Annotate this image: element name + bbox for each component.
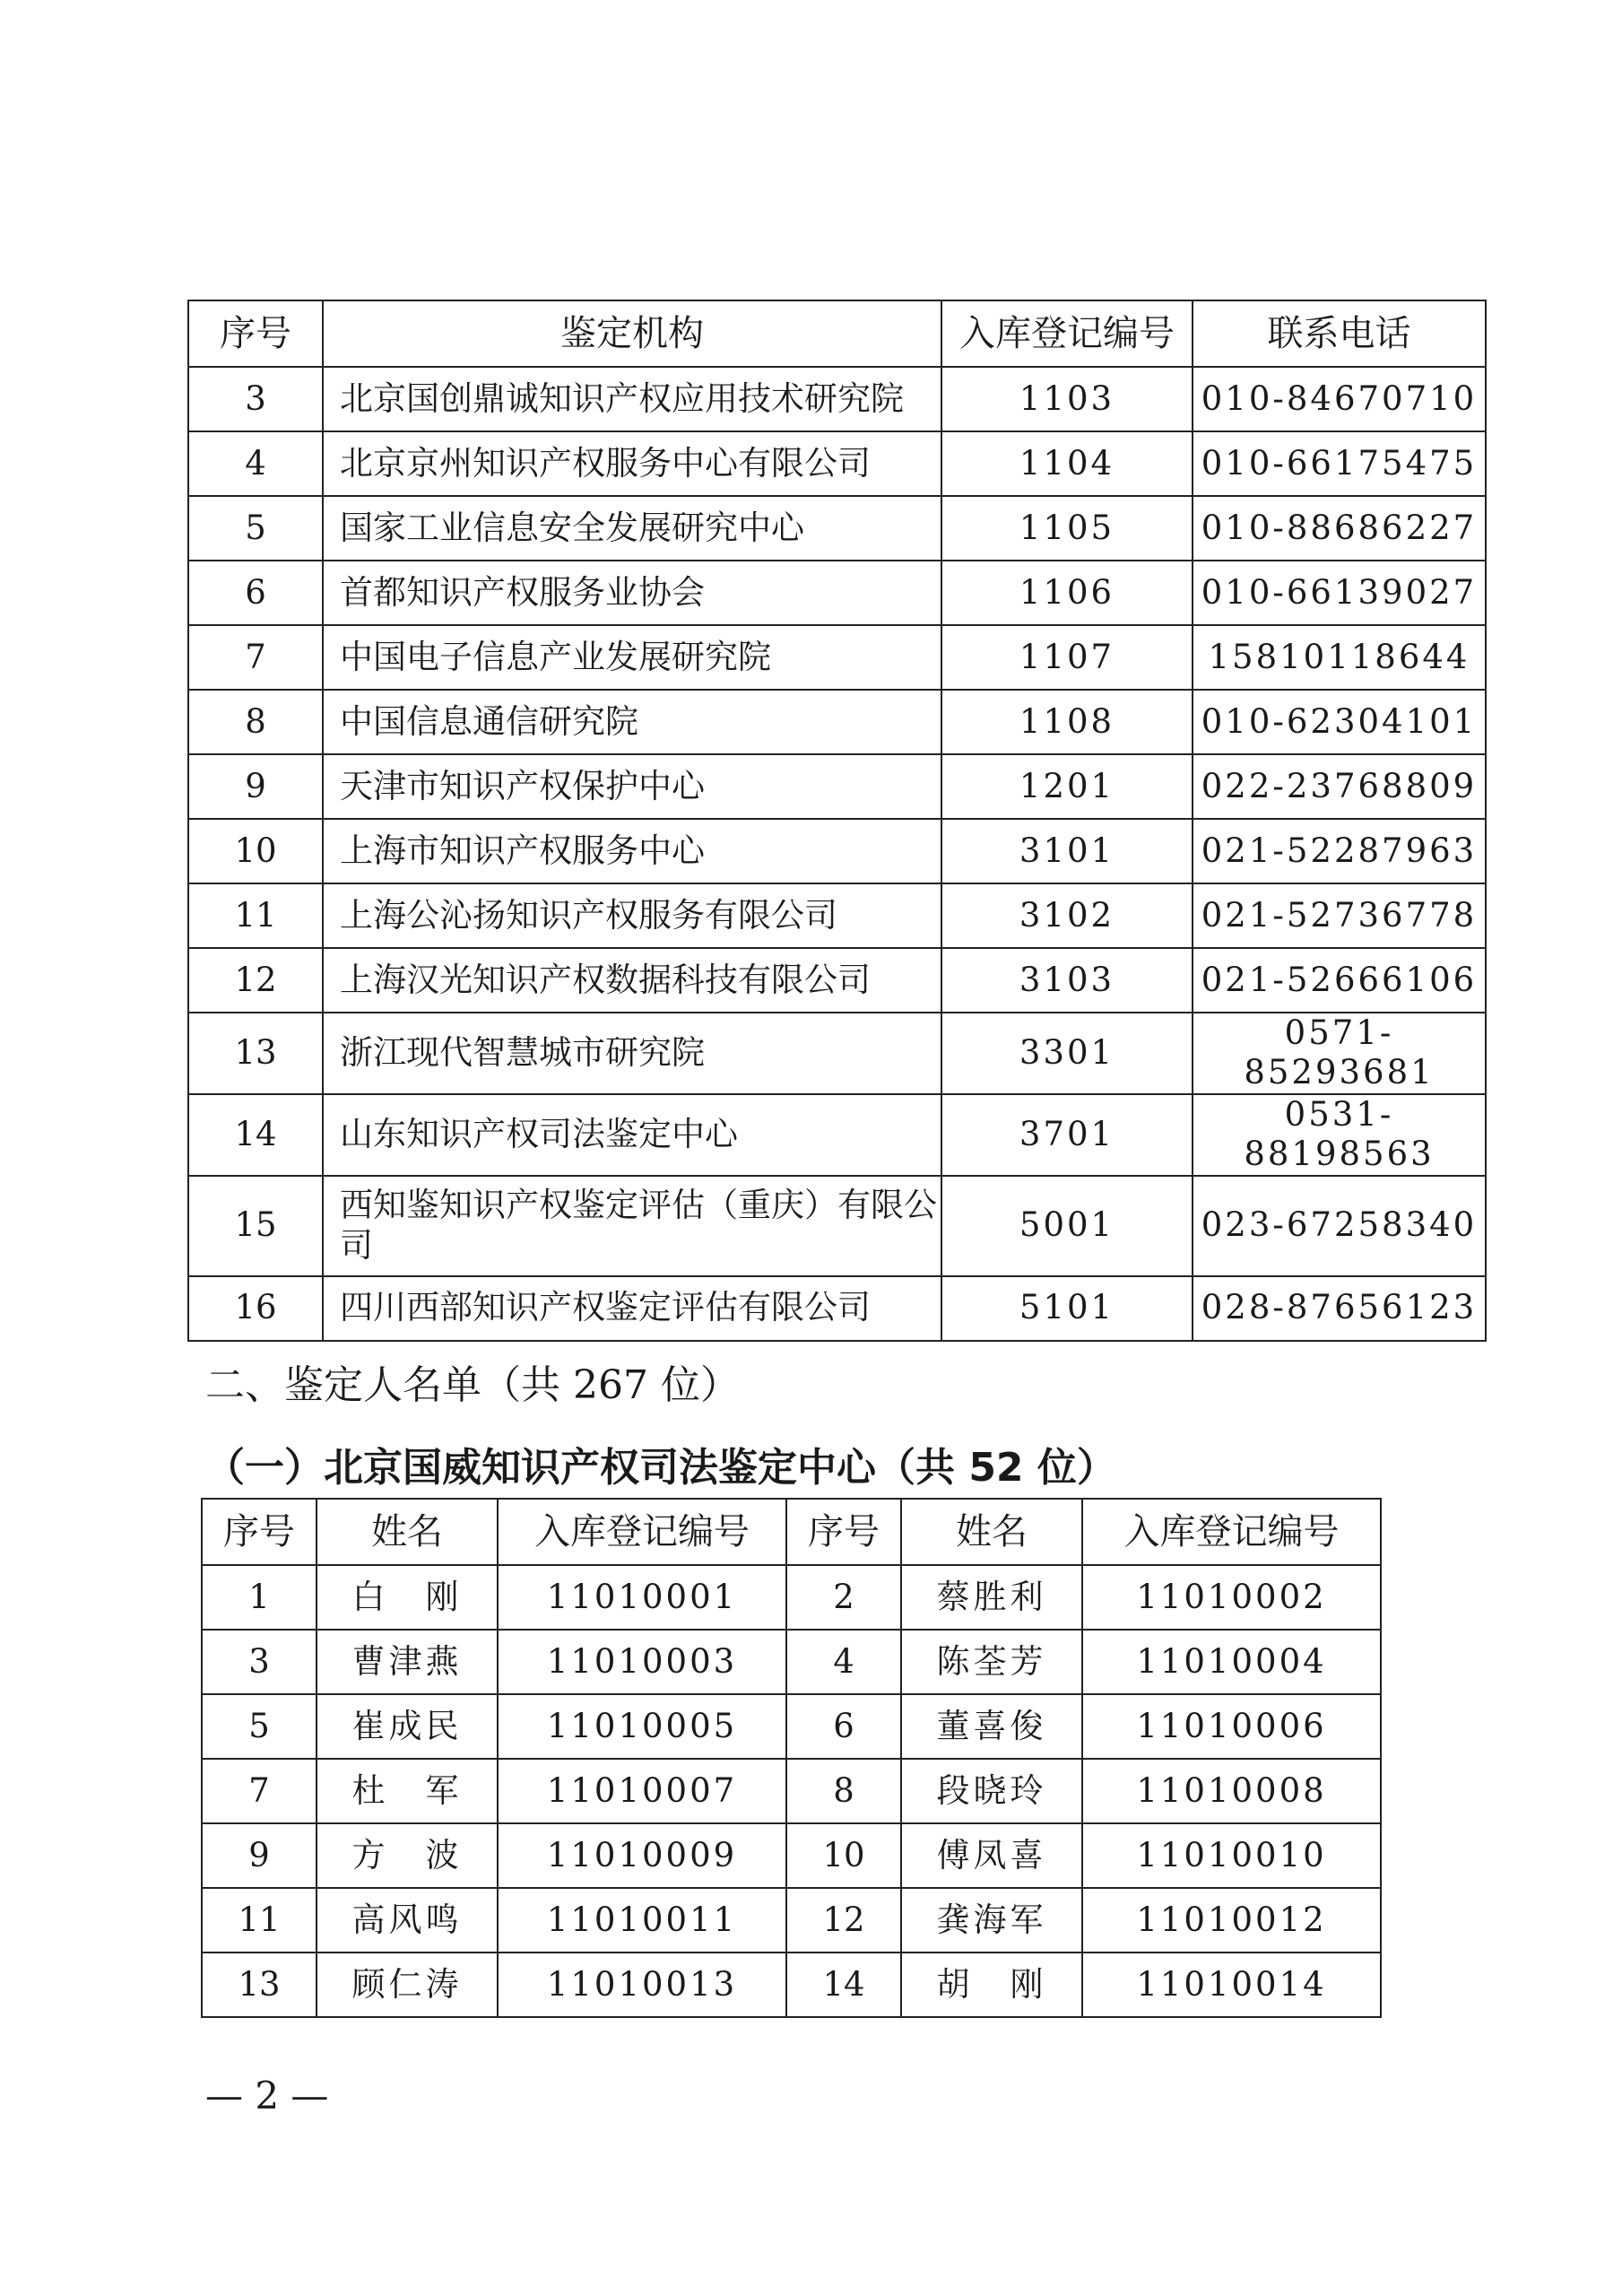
row-name: 陈荃芳 [901,1630,1082,1694]
row-seq: 5 [202,1694,317,1759]
table-row [202,1952,1381,2017]
table-row [188,1094,1486,1176]
row-registration-number: 11010002 [1082,1565,1381,1630]
row-seq: 12 [188,948,323,1013]
row-seq: 13 [188,1013,323,1094]
row-seq: 10 [786,1823,901,1888]
table-row [188,754,1486,819]
row-registration-number: 1107 [941,625,1193,690]
row-registration-number: 11010012 [1082,1888,1381,1952]
row-institution: 浙江现代智慧城市研究院 [323,1013,941,1094]
row-seq: 6 [188,561,323,625]
table-row [202,1694,1381,1759]
row-phone: 023-67258340 [1193,1176,1486,1276]
table-row [188,1013,1486,1094]
row-seq: 13 [202,1952,317,2017]
row-name: 董喜俊 [901,1694,1082,1759]
row-registration-number: 3101 [941,819,1193,883]
row-registration-number: 11010007 [498,1759,786,1823]
table-row [202,1888,1381,1952]
row-registration-number: 11010014 [1082,1952,1381,2017]
row-registration-number: 1201 [941,754,1193,819]
header-institution: 鉴定机构 [323,300,941,367]
header-seq: 序号 [202,1499,317,1565]
table-row [202,1759,1381,1823]
section-heading: 二、鉴定人名单（共 267 位） [205,1362,740,1408]
row-registration-number: 1103 [941,367,1193,431]
row-seq: 7 [188,625,323,690]
row-registration-number: 5101 [941,1276,1193,1341]
table-row [188,1276,1486,1341]
row-registration-number: 1104 [941,431,1193,496]
row-seq: 14 [786,1952,901,2017]
row-institution: 上海公沁扬知识产权服务有限公司 [323,883,941,948]
table-row [202,1565,1381,1630]
table-header-row [202,1499,1381,1565]
row-phone: 028-87656123 [1193,1276,1486,1341]
table-row [188,819,1486,883]
row-seq: 7 [202,1759,317,1823]
row-registration-number: 11010003 [498,1630,786,1694]
row-registration-number: 1106 [941,561,1193,625]
table-row [202,1823,1381,1888]
header-seq: 序号 [188,300,323,367]
row-seq: 5 [188,496,323,561]
row-registration-number: 11010006 [1082,1694,1381,1759]
row-name: 傅凤喜 [901,1823,1082,1888]
header-phone: 联系电话 [1193,300,1486,367]
row-name: 白 刚 [317,1565,498,1630]
table-row [188,690,1486,754]
row-name: 崔成民 [317,1694,498,1759]
row-registration-number: 11010011 [498,1888,786,1952]
row-seq: 12 [786,1888,901,1952]
row-registration-number: 11010010 [1082,1823,1381,1888]
row-institution: 国家工业信息安全发展研究中心 [323,496,941,561]
row-name: 龚海军 [901,1888,1082,1952]
table-row [188,431,1486,496]
row-seq: 8 [188,690,323,754]
row-institution: 中国信息通信研究院 [323,690,941,754]
row-phone: 15810118644 [1193,625,1486,690]
table-row [188,367,1486,431]
appraiser-table [201,1498,1382,2018]
row-registration-number: 1105 [941,496,1193,561]
row-phone: 010-84670710 [1193,367,1486,431]
row-seq: 15 [188,1176,323,1276]
row-registration-number: 11010008 [1082,1759,1381,1823]
row-institution: 北京国创鼎诚知识产权应用技术研究院 [323,367,941,431]
row-institution: 上海市知识产权服务中心 [323,819,941,883]
header-registration-number: 入库登记编号 [1082,1499,1381,1565]
row-institution: 中国电子信息产业发展研究院 [323,625,941,690]
row-registration-number: 3102 [941,883,1193,948]
row-seq: 9 [188,754,323,819]
row-seq: 3 [202,1630,317,1694]
row-registration-number: 11010001 [498,1565,786,1630]
row-phone: 010-66175475 [1193,431,1486,496]
row-name: 蔡胜利 [901,1565,1082,1630]
row-phone: 010-88686227 [1193,496,1486,561]
header-name: 姓名 [901,1499,1082,1565]
row-name: 胡 刚 [901,1952,1082,2017]
table-row [188,496,1486,561]
row-seq: 11 [188,883,323,948]
table-row [188,883,1486,948]
row-seq: 6 [786,1694,901,1759]
header-registration-number: 入库登记编号 [498,1499,786,1565]
row-name: 杜 军 [317,1759,498,1823]
row-registration-number: 3301 [941,1013,1193,1094]
row-seq: 16 [188,1276,323,1341]
row-phone: 021-52666106 [1193,948,1486,1013]
row-phone: 010-66139027 [1193,561,1486,625]
row-phone: 0531-88198563 [1193,1094,1486,1176]
row-institution: 首都知识产权服务业协会 [323,561,941,625]
row-registration-number: 11010009 [498,1823,786,1888]
row-institution: 上海汉光知识产权数据科技有限公司 [323,948,941,1013]
subsection-heading: （一）北京国威知识产权司法鉴定中心（共 52 位） [205,1445,1116,1491]
institution-table [187,300,1487,1342]
row-seq: 14 [188,1094,323,1176]
header-name: 姓名 [317,1499,498,1565]
row-phone: 021-52287963 [1193,819,1486,883]
table-header-row [188,300,1486,367]
page-number: — 2 — [205,2074,329,2118]
row-registration-number: 1108 [941,690,1193,754]
header-seq: 序号 [786,1499,901,1565]
row-registration-number: 11010013 [498,1952,786,2017]
row-phone: 010-62304101 [1193,690,1486,754]
table-row [202,1630,1381,1694]
row-seq: 4 [188,431,323,496]
row-seq: 4 [786,1630,901,1694]
row-seq: 9 [202,1823,317,1888]
table-row [188,1176,1486,1276]
row-name: 高风鸣 [317,1888,498,1952]
table-row [188,561,1486,625]
table-row [188,948,1486,1013]
row-institution: 四川西部知识产权鉴定评估有限公司 [323,1276,941,1341]
row-phone: 022-23768809 [1193,754,1486,819]
row-institution: 山东知识产权司法鉴定中心 [323,1094,941,1176]
header-registration-number: 入库登记编号 [941,300,1193,367]
row-seq: 2 [786,1565,901,1630]
row-seq: 8 [786,1759,901,1823]
row-registration-number: 11010005 [498,1694,786,1759]
row-phone: 021-52736778 [1193,883,1486,948]
row-seq: 3 [188,367,323,431]
row-registration-number: 3701 [941,1094,1193,1176]
row-registration-number: 11010004 [1082,1630,1381,1694]
row-name: 方 波 [317,1823,498,1888]
row-name: 顾仁涛 [317,1952,498,2017]
row-name: 曹津燕 [317,1630,498,1694]
row-institution: 天津市知识产权保护中心 [323,754,941,819]
row-registration-number: 5001 [941,1176,1193,1276]
row-seq: 1 [202,1565,317,1630]
row-registration-number: 3103 [941,948,1193,1013]
row-name: 段晓玲 [901,1759,1082,1823]
table-row [188,625,1486,690]
row-seq: 10 [188,819,323,883]
row-seq: 11 [202,1888,317,1952]
row-phone: 0571-85293681 [1193,1013,1486,1094]
row-institution: 西知鉴知识产权鉴定评估（重庆）有限公司 [323,1176,941,1276]
row-institution: 北京京州知识产权服务中心有限公司 [323,431,941,496]
